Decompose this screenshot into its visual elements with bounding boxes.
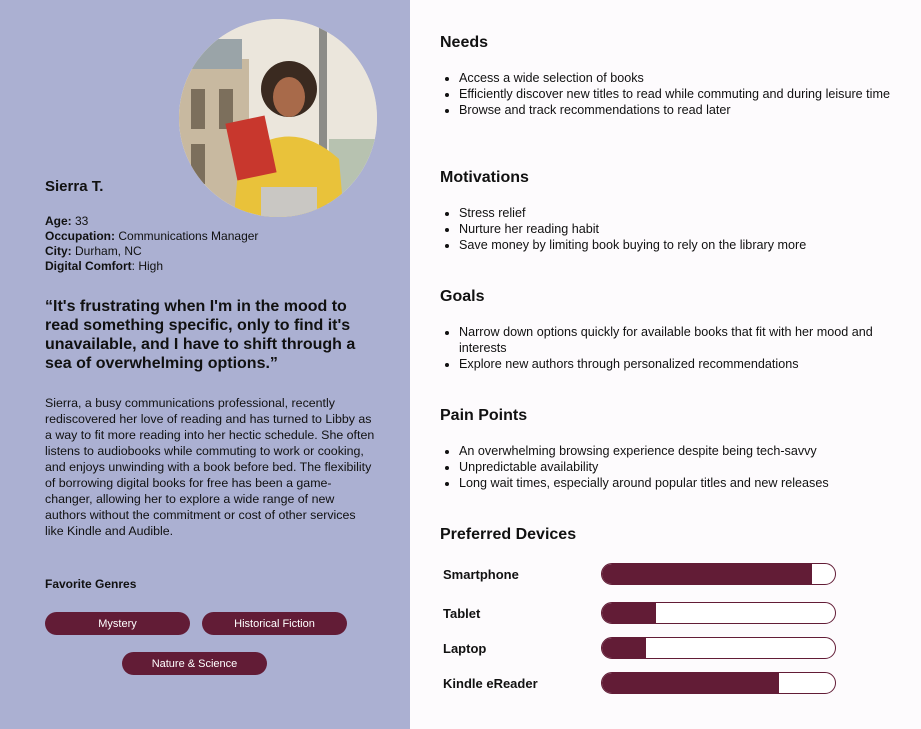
device-bar-laptop xyxy=(601,637,836,659)
list-item: • Access a wide selection of books xyxy=(459,70,899,86)
pain-points-list xyxy=(444,443,899,491)
persona-panel xyxy=(0,0,410,729)
device-bar-fill xyxy=(602,638,646,658)
list-item: • Efficiently discover new titles to read while commuting and during leisure time xyxy=(459,86,899,102)
persona-quote: “It's frustrating when I'm in the mood to read something specific, only to find it's unavailable, and I have to shift through a sea of overwhelming options.” xyxy=(45,298,356,372)
list-item: • Browse and track recommendations to read later xyxy=(459,102,899,118)
list-item: • Unpredictable availability xyxy=(459,459,899,475)
device-bar-smartphone xyxy=(601,563,836,585)
device-bar-kindle-ereader xyxy=(601,672,836,694)
device-bar-fill xyxy=(602,603,656,623)
list-item: • Stress relief xyxy=(459,205,899,221)
device-label-kindle-ereader: Kindle eReader xyxy=(443,676,538,691)
list-item: • Explore new authors through personalized recommendations xyxy=(459,356,899,372)
favorite-genres-title: Favorite Genres xyxy=(45,577,137,591)
motivations-list xyxy=(444,205,899,253)
genre-pill-nature-science: Nature & Science xyxy=(122,652,267,675)
motivations-title: Motivations xyxy=(440,169,529,186)
persona-facts: Age: 33 Occupation: Communications Manager City: Durham, NC Digital Comfort: High xyxy=(45,214,259,273)
persona-name: Sierra T. xyxy=(45,178,104,195)
preferred-devices-title: Preferred Devices xyxy=(440,526,577,543)
goals-list xyxy=(444,324,899,372)
list-item: • An overwhelming browsing experience despite being tech-savvy xyxy=(459,443,899,459)
device-label-smartphone: Smartphone xyxy=(443,567,519,582)
needs-title: Needs xyxy=(440,34,489,51)
genre-pill-historical-fiction: Historical Fiction xyxy=(202,612,347,635)
list-item: • Save money by limiting book buying to rely on the library more xyxy=(459,237,899,253)
device-label-tablet: Tablet xyxy=(443,606,481,621)
pain-points-title: Pain Points xyxy=(440,407,528,424)
list-item: • Nurture her reading habit xyxy=(459,221,899,237)
device-bar-tablet xyxy=(601,602,836,624)
list-item: • Narrow down options quickly for available books that fit with her mood and interests xyxy=(459,324,899,356)
device-label-laptop: Laptop xyxy=(443,641,487,656)
needs-list xyxy=(444,70,899,118)
device-bar-fill xyxy=(602,673,779,693)
genre-pill-mystery: Mystery xyxy=(45,612,190,635)
goals-title: Goals xyxy=(440,288,485,305)
persona-photo xyxy=(179,19,377,217)
list-item: • Long wait times, especially around popular titles and new releases xyxy=(459,475,899,491)
device-bar-fill xyxy=(602,564,812,584)
persona-bio: Sierra, a busy communications professional, recently rediscovered her love of reading and has turned to Libby as a way to fit more reading into her hectic schedule. She often listens to audiobooks while commuting to work or cooking, and enjoys unwinding with a book before bed. The flexibility of borrowing digital books for free has been a game-changer, allowing her to explore a wide range of new authors without the commitment or cost of other services like Kindle and Audible. xyxy=(45,396,375,538)
